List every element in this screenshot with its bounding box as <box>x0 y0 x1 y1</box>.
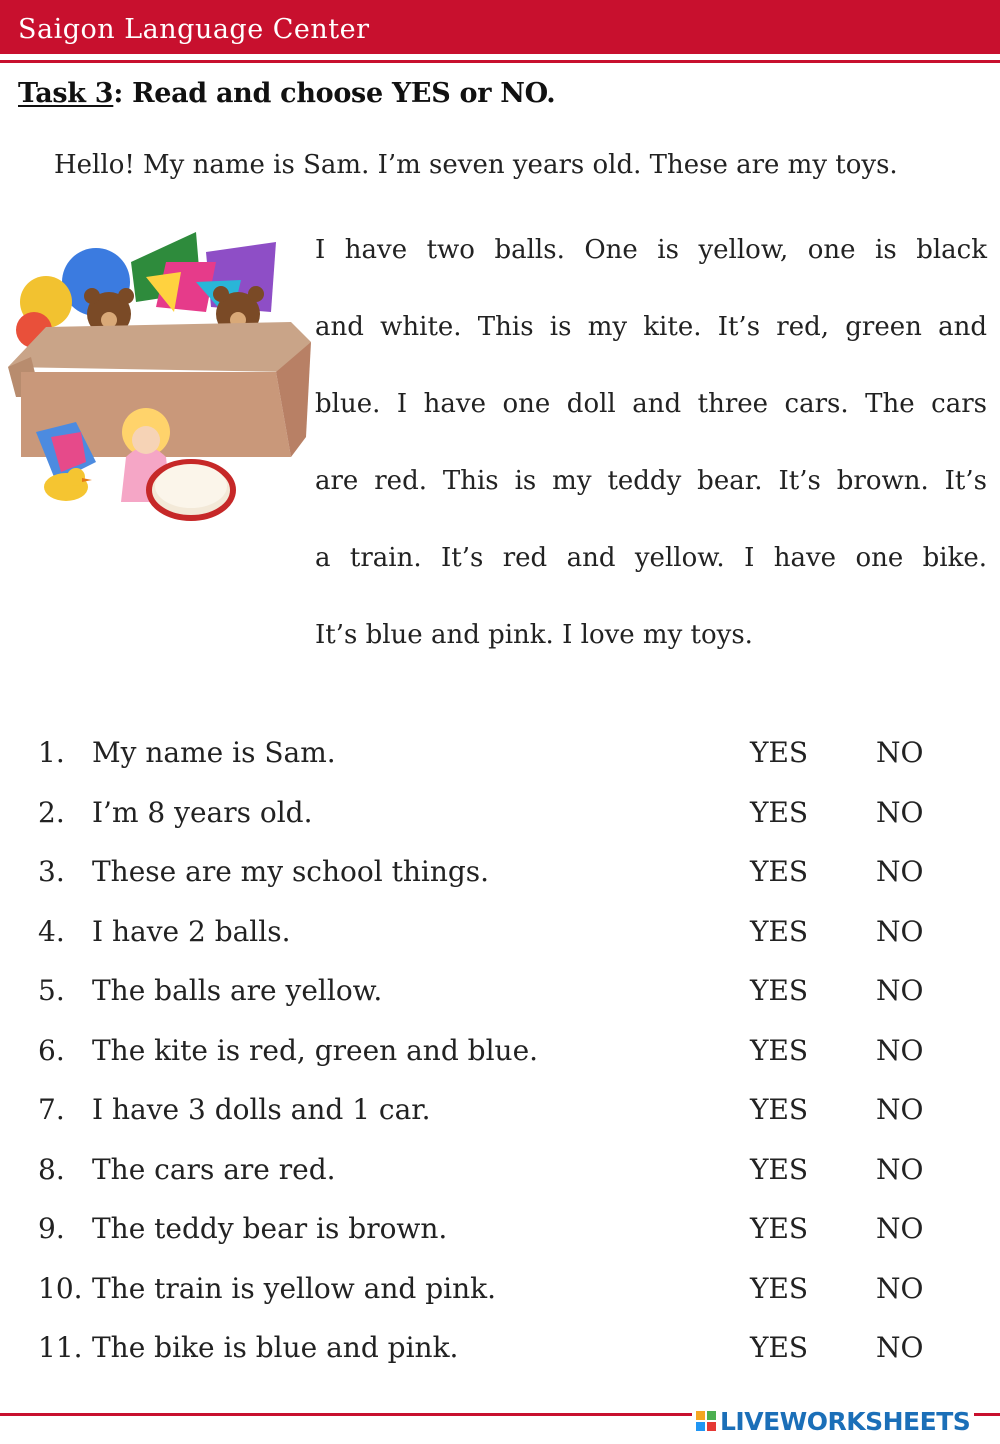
question-text: I have 2 balls. <box>92 914 291 948</box>
yes-option[interactable]: YES <box>750 1212 809 1245</box>
header-title: Saigon Language Center <box>18 14 370 45</box>
no-option[interactable]: NO <box>876 1152 924 1186</box>
no-option[interactable]: NO <box>876 914 924 948</box>
question-text: I have 3 dolls and 1 car. <box>92 1093 431 1126</box>
question-row <box>38 855 938 915</box>
question-text: These are my school things. <box>92 855 490 888</box>
toy-box-image <box>6 222 316 532</box>
question-text: The train is yellow and pink. <box>92 1271 496 1305</box>
passage-line: and white. This is my kite. It’s red, green and <box>315 312 987 342</box>
question-text: The cars are red. <box>92 1152 336 1186</box>
no-option[interactable]: NO <box>876 736 924 769</box>
question-number: 5. <box>38 974 65 1007</box>
no-option[interactable]: NO <box>876 1093 924 1126</box>
passage-line: I have two balls. One is yellow, one is black <box>315 235 987 265</box>
question-row <box>38 1272 938 1332</box>
question-list <box>38 736 938 1391</box>
passage-text <box>315 212 987 674</box>
question-row <box>38 1093 938 1153</box>
passage-line: are red. This is my teddy bear. It’s brown. It’s <box>315 466 987 496</box>
yes-option[interactable]: YES <box>750 1331 809 1364</box>
no-option[interactable]: NO <box>876 1331 924 1364</box>
question-number: 2. <box>38 795 65 829</box>
yes-option[interactable]: YES <box>750 1152 809 1186</box>
question-number: 6. <box>38 1033 65 1067</box>
passage-intro: Hello! My name is Sam. I’m seven years old. These are my toys. <box>54 150 898 180</box>
question-row <box>38 974 938 1034</box>
yes-option[interactable]: YES <box>750 855 809 888</box>
yes-option[interactable]: YES <box>750 736 809 769</box>
question-number: 8. <box>38 1152 65 1186</box>
passage-line: a train. It’s red and yellow. I have one bike. <box>315 543 987 573</box>
question-row <box>38 736 938 796</box>
question-number: 3. <box>38 855 65 888</box>
no-option[interactable]: NO <box>876 1212 924 1245</box>
question-row <box>38 1212 938 1272</box>
yes-option[interactable]: YES <box>750 1093 809 1126</box>
question-text: The teddy bear is brown. <box>92 1212 448 1245</box>
no-option[interactable]: NO <box>876 1033 924 1067</box>
question-text: The bike is blue and pink. <box>92 1331 459 1364</box>
no-option[interactable]: NO <box>876 855 924 888</box>
no-option[interactable]: NO <box>876 1271 924 1305</box>
yes-option[interactable]: YES <box>750 1271 809 1305</box>
no-option[interactable]: NO <box>876 795 924 829</box>
header-divider <box>0 60 1000 63</box>
question-row <box>38 1034 938 1094</box>
logo-text: LIVEWORKSHEETS <box>720 1406 971 1436</box>
no-option[interactable]: NO <box>876 974 924 1007</box>
question-row <box>38 1153 938 1213</box>
yes-option[interactable]: YES <box>750 914 809 948</box>
question-row <box>38 796 938 856</box>
yes-option[interactable]: YES <box>750 1033 809 1067</box>
task-instruction: : Read and choose YES or NO. <box>113 78 556 109</box>
yes-option[interactable]: YES <box>750 795 809 829</box>
question-number: 9. <box>38 1212 65 1245</box>
liveworksheets-logo <box>692 1404 974 1438</box>
question-text: My name is Sam. <box>92 736 336 769</box>
passage-line: blue. I have one doll and three cars. The cars <box>315 389 987 419</box>
question-row <box>38 1331 938 1391</box>
question-text: The kite is red, green and blue. <box>92 1033 539 1067</box>
question-row <box>38 915 938 975</box>
question-number: 4. <box>38 914 65 948</box>
question-text: The balls are yellow. <box>92 974 383 1007</box>
passage-line: It’s blue and pink. I love my toys. <box>315 620 753 650</box>
question-number: 1. <box>38 736 65 769</box>
question-number: 10. <box>38 1271 83 1305</box>
question-text: I’m 8 years old. <box>92 795 313 829</box>
question-number: 7. <box>38 1093 65 1126</box>
yes-option[interactable]: YES <box>750 974 809 1007</box>
task-title <box>18 78 555 109</box>
question-number: 11. <box>38 1331 83 1364</box>
task-number: Task 3 <box>18 78 114 109</box>
logo-blocks-icon <box>696 1411 716 1431</box>
